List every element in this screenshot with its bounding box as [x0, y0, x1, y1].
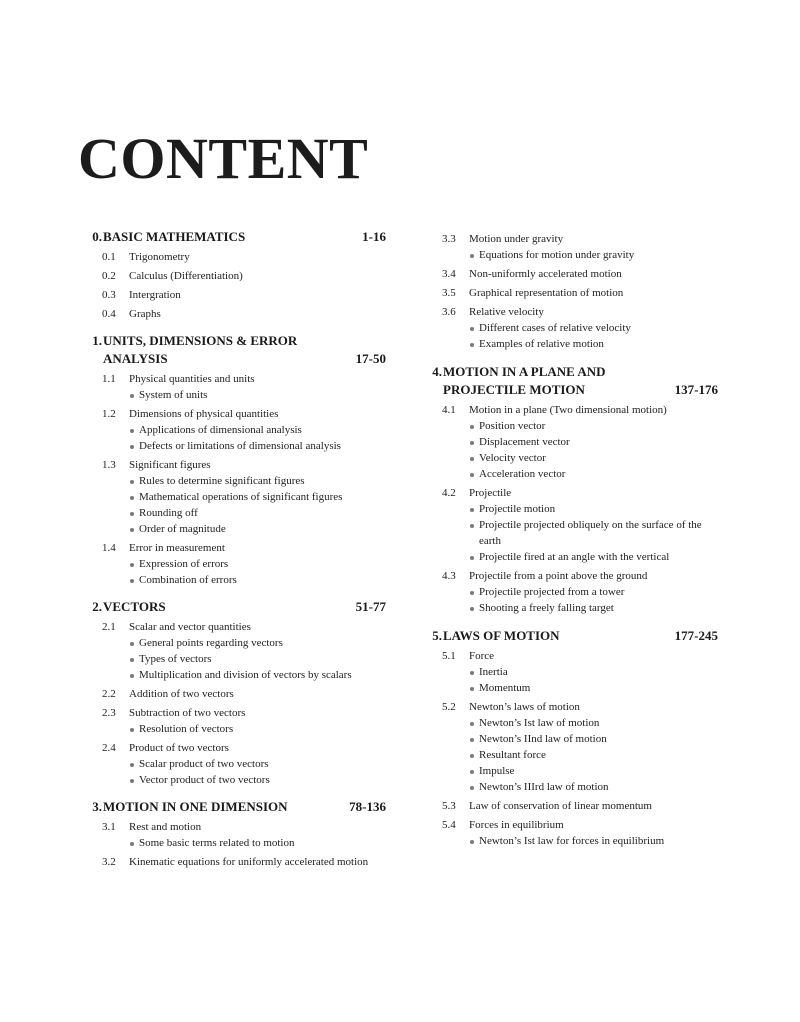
section-title: Graphs [129, 308, 161, 320]
subtopic-list [418, 247, 720, 263]
chapter-page-range: 78-136 [349, 799, 386, 814]
bullet-icon [470, 327, 474, 331]
section-number: 3.3 [442, 233, 456, 245]
section-title: Kinematic equations for uniformly accelerated motion [129, 856, 369, 868]
section-heading[interactable] [78, 705, 388, 721]
toc-chapter [78, 228, 388, 322]
bullet-icon [130, 445, 134, 449]
chapter-title: LAWS OF MOTION [443, 628, 560, 643]
section-heading[interactable] [418, 402, 720, 418]
subtopic-list [418, 584, 720, 616]
subtopic-text: Order of magnitude [139, 523, 226, 535]
section-number: 3.6 [442, 306, 456, 318]
subtopic-text: Inertia [479, 666, 508, 678]
section-number: 0.2 [102, 270, 116, 282]
section-number: 0.3 [102, 289, 116, 301]
bullet-icon [470, 508, 474, 512]
chapter-title: BASIC MATHEMATICS [103, 229, 246, 244]
section-heading[interactable] [418, 817, 720, 833]
bullet-icon [130, 842, 134, 846]
subtopic-item[interactable] [78, 505, 388, 521]
section-number: 3.5 [442, 287, 456, 299]
section-title: Error in measurement [129, 542, 225, 554]
subtopic-item[interactable] [418, 779, 720, 795]
toc-section [78, 540, 388, 588]
toc-section [78, 268, 388, 284]
chapter-number: 3. [92, 799, 102, 814]
subtopic-text: Impulse [479, 765, 515, 777]
bullet-icon [130, 779, 134, 783]
subtopic-text: Newton’s Ist law of motion [479, 717, 600, 729]
subtopic-text: Applications of dimensional analysis [139, 424, 302, 436]
toc-section [78, 854, 388, 870]
section-number: 2.3 [102, 707, 116, 719]
chapter-number: 0. [92, 229, 102, 244]
toc-left-column [78, 228, 388, 870]
section-heading[interactable] [418, 568, 720, 584]
chapter-number: 2. [92, 599, 102, 614]
bullet-icon [470, 473, 474, 477]
subtopic-item[interactable] [418, 418, 720, 434]
subtopic-text: Vector product of two vectors [139, 774, 270, 786]
bullet-icon [470, 840, 474, 844]
bullet-icon [130, 563, 134, 567]
section-title: Physical quantities and units [129, 373, 255, 385]
subtopic-text: Position vector [479, 420, 546, 432]
subtopic-item[interactable] [78, 489, 388, 505]
subtopic-list [78, 473, 388, 537]
subtopic-item[interactable] [418, 763, 720, 779]
chapter-heading[interactable] [78, 798, 388, 816]
bullet-icon [130, 429, 134, 433]
subtopic-item[interactable] [418, 336, 720, 352]
section-number: 4.1 [442, 404, 456, 416]
subtopic-text: Resultant force [479, 749, 546, 761]
section-heading[interactable] [78, 740, 388, 756]
subtopic-item[interactable] [78, 721, 388, 737]
section-number: 3.2 [102, 856, 116, 868]
subtopic-text: Some basic terms related to motion [139, 837, 295, 849]
section-title: Relative velocity [469, 306, 544, 318]
subtopic-item[interactable] [78, 635, 388, 651]
subtopic-text: Rounding off [139, 507, 198, 519]
bullet-icon [470, 254, 474, 258]
toc-chapter [78, 798, 388, 870]
section-title: Calculus (Differentiation) [129, 270, 243, 282]
subtopic-list [418, 715, 720, 795]
bullet-icon [130, 763, 134, 767]
bullet-icon [470, 738, 474, 742]
subtopic-item[interactable] [78, 387, 388, 403]
bullet-icon [470, 607, 474, 611]
section-title: Graphical representation of motion [469, 287, 624, 299]
subtopic-item[interactable] [78, 473, 388, 489]
bullet-icon [470, 425, 474, 429]
section-heading[interactable] [78, 287, 388, 303]
section-heading[interactable] [78, 819, 388, 835]
subtopic-list [78, 835, 388, 851]
section-title: Law of conservation of linear momentum [469, 800, 652, 812]
subtopic-list [418, 664, 720, 696]
subtopic-item[interactable] [418, 247, 720, 263]
toc-section [78, 705, 388, 737]
toc-section [78, 287, 388, 303]
subtopic-item[interactable] [418, 731, 720, 747]
subtopic-text: Velocity vector [479, 452, 546, 464]
chapter-page-range: 17-50 [355, 351, 386, 366]
bullet-icon [130, 674, 134, 678]
bullet-icon [470, 687, 474, 691]
section-number: 4.3 [442, 570, 456, 582]
section-number: 0.1 [102, 251, 116, 263]
chapter-page-range: 1-16 [362, 229, 386, 244]
section-title: Product of two vectors [129, 742, 229, 754]
section-heading[interactable] [78, 406, 388, 422]
section-title: Intergration [129, 289, 181, 301]
subtopic-text: Types of vectors [139, 653, 212, 665]
chapter-heading[interactable] [418, 627, 720, 645]
page-title: CONTENT [78, 126, 369, 191]
subtopic-text: Shooting a freely falling target [479, 602, 614, 614]
bullet-icon [130, 496, 134, 500]
section-title: Rest and motion [129, 821, 202, 833]
subtopic-text: Displacement vector [479, 436, 570, 448]
subtopic-list [418, 418, 720, 482]
bullet-icon [130, 579, 134, 583]
subtopic-text: Newton’s IIIrd law of motion [479, 781, 609, 793]
subtopic-text: Newton’s Ist law for forces in equilibrium [479, 835, 665, 847]
section-heading[interactable] [418, 285, 720, 301]
section-heading[interactable] [78, 854, 388, 870]
toc-section [78, 457, 388, 537]
toc-section [78, 249, 388, 265]
bullet-icon [470, 786, 474, 790]
chapter-page-range: 177-245 [674, 628, 718, 643]
section-title: Motion under gravity [469, 233, 564, 245]
toc-section [78, 819, 388, 851]
section-number: 1.4 [102, 542, 116, 554]
toc-chapter [78, 598, 388, 788]
subtopic-text: Rules to determine significant figures [139, 475, 305, 487]
toc-section [418, 648, 720, 696]
subtopic-list [78, 756, 388, 788]
bullet-icon [470, 754, 474, 758]
toc-section [78, 406, 388, 454]
toc-section [78, 686, 388, 702]
subtopic-item[interactable] [78, 521, 388, 537]
subtopic-item[interactable] [78, 667, 388, 683]
section-number: 1.3 [102, 459, 116, 471]
subtopic-item[interactable] [418, 466, 720, 482]
subtopic-item[interactable] [78, 651, 388, 667]
subtopic-item[interactable] [78, 422, 388, 438]
subtopic-item[interactable] [418, 680, 720, 696]
section-title: Motion in a plane (Two dimensional motion) [469, 404, 667, 416]
section-title: Newton’s laws of motion [469, 701, 580, 713]
bullet-icon [470, 722, 474, 726]
section-title: Significant figures [129, 459, 211, 471]
subtopic-item[interactable] [78, 572, 388, 588]
subtopic-item[interactable] [418, 549, 720, 565]
chapter-number: 5. [432, 628, 442, 643]
subtopic-text: Examples of relative motion [479, 338, 604, 350]
subtopic-text: System of units [139, 389, 208, 401]
section-heading[interactable] [418, 798, 720, 814]
chapter-title: UNITS, DIMENSIONS & ERROR ANALYSIS [103, 333, 298, 366]
section-number: 5.3 [442, 800, 456, 812]
subtopic-item[interactable] [78, 556, 388, 572]
subtopic-text: Combination of errors [139, 574, 237, 586]
toc-section [418, 699, 720, 795]
bullet-icon [130, 394, 134, 398]
section-number: 1.2 [102, 408, 116, 420]
chapter-heading[interactable] [418, 363, 720, 399]
chapter-title: MOTION IN A PLANE AND PROJECTILE MOTION [443, 364, 606, 397]
section-title: Non-uniformly accelerated motion [469, 268, 622, 280]
toc-chapter [418, 627, 720, 849]
section-heading[interactable] [78, 686, 388, 702]
subtopic-text: Projectile motion [479, 503, 556, 515]
section-heading[interactable] [418, 699, 720, 715]
section-heading[interactable] [78, 540, 388, 556]
bullet-icon [470, 556, 474, 560]
subtopic-item[interactable] [418, 320, 720, 336]
section-number: 5.1 [442, 650, 456, 662]
section-number: 3.4 [442, 268, 456, 280]
section-number: 1.1 [102, 373, 116, 385]
section-number: 5.2 [442, 701, 456, 713]
subtopic-item[interactable] [418, 715, 720, 731]
subtopic-item[interactable] [418, 434, 720, 450]
toc-section [418, 568, 720, 616]
subtopic-list [418, 501, 720, 565]
toc-chapter [418, 363, 720, 616]
toc-chapter [418, 231, 720, 352]
toc-section [78, 306, 388, 322]
subtopic-list [78, 721, 388, 737]
bullet-icon [130, 642, 134, 646]
subtopic-text: General points regarding vectors [139, 637, 283, 649]
subtopic-item[interactable] [418, 584, 720, 600]
subtopic-list [78, 556, 388, 588]
chapter-page-range: 137-176 [674, 382, 718, 397]
toc-section [78, 371, 388, 403]
subtopic-item[interactable] [418, 501, 720, 517]
section-title: Projectile from a point above the ground [469, 570, 648, 582]
section-title: Scalar and vector quantities [129, 621, 251, 633]
section-heading[interactable] [418, 266, 720, 282]
subtopic-text: Different cases of relative velocity [479, 322, 631, 334]
section-title: Force [469, 650, 495, 662]
section-heading[interactable] [78, 619, 388, 635]
bullet-icon [470, 343, 474, 347]
section-title: Trigonometry [129, 251, 190, 263]
bullet-icon [130, 728, 134, 732]
subtopic-text: Projectile fired at an angle with the vertical [479, 551, 670, 563]
subtopic-item[interactable] [418, 833, 720, 849]
section-title: Subtraction of two vectors [129, 707, 246, 719]
section-number: 0.4 [102, 308, 116, 320]
section-number: 5.4 [442, 819, 456, 831]
section-number: 3.1 [102, 821, 116, 833]
subtopic-text: Projectile projected from a tower [479, 586, 625, 598]
subtopic-item[interactable] [78, 756, 388, 772]
subtopic-item[interactable] [418, 747, 720, 763]
toc-section [78, 740, 388, 788]
subtopic-text: Momentum [479, 682, 531, 694]
subtopic-list [78, 635, 388, 683]
subtopic-list [78, 422, 388, 454]
toc-right-column [418, 228, 720, 849]
section-heading[interactable] [418, 648, 720, 664]
chapter-title: VECTORS [103, 599, 166, 614]
bullet-icon [130, 480, 134, 484]
subtopic-list [78, 387, 388, 403]
toc-section [418, 304, 720, 352]
subtopic-text: Projectile projected obliquely on the surface of the earth [479, 519, 702, 547]
section-title: Forces in equilibrium [469, 819, 564, 831]
subtopic-text: Mathematical operations of significant figures [139, 491, 343, 503]
section-heading[interactable] [418, 231, 720, 247]
bullet-icon [130, 658, 134, 662]
subtopic-item[interactable] [78, 835, 388, 851]
section-title: Dimensions of physical quantities [129, 408, 279, 420]
section-heading[interactable] [418, 485, 720, 501]
section-heading[interactable] [78, 268, 388, 284]
chapter-number: 1. [92, 333, 102, 348]
subtopic-item[interactable] [418, 664, 720, 680]
section-title: Addition of two vectors [129, 688, 234, 700]
section-heading[interactable] [78, 457, 388, 473]
bullet-icon [470, 671, 474, 675]
subtopic-item[interactable] [418, 517, 720, 549]
chapter-heading[interactable] [78, 598, 388, 616]
chapter-page-range: 51-77 [355, 599, 386, 614]
subtopic-text: Defects or limitations of dimensional analysis [139, 440, 341, 452]
subtopic-text: Newton’s IInd law of motion [479, 733, 607, 745]
bullet-icon [130, 528, 134, 532]
subtopic-item[interactable] [418, 600, 720, 616]
section-title: Projectile [469, 487, 512, 499]
bullet-icon [470, 457, 474, 461]
chapter-title: MOTION IN ONE DIMENSION [103, 799, 288, 814]
section-heading[interactable] [418, 304, 720, 320]
section-heading[interactable] [78, 306, 388, 322]
toc-section [418, 485, 720, 565]
section-number: 2.2 [102, 688, 116, 700]
bullet-icon [470, 524, 474, 528]
chapter-heading[interactable] [78, 332, 388, 368]
subtopic-list [418, 833, 720, 849]
subtopic-item[interactable] [418, 450, 720, 466]
section-heading[interactable] [78, 371, 388, 387]
subtopic-item[interactable] [78, 438, 388, 454]
subtopic-text: Resolution of vectors [139, 723, 234, 735]
toc-section [418, 402, 720, 482]
toc-section [418, 798, 720, 814]
chapter-number: 4. [432, 364, 442, 379]
section-heading[interactable] [78, 249, 388, 265]
bullet-icon [470, 591, 474, 595]
chapter-heading[interactable] [78, 228, 388, 246]
toc-section [418, 285, 720, 301]
subtopic-text: Scalar product of two vectors [139, 758, 269, 770]
subtopic-text: Expression of errors [139, 558, 229, 570]
bullet-icon [130, 512, 134, 516]
toc-section [418, 266, 720, 282]
section-number: 2.1 [102, 621, 116, 633]
subtopic-text: Acceleration vector [479, 468, 566, 480]
toc-chapter [78, 332, 388, 588]
subtopic-item[interactable] [78, 772, 388, 788]
toc-section [78, 619, 388, 683]
subtopic-text: Multiplication and division of vectors by scalars [139, 669, 352, 681]
section-number: 4.2 [442, 487, 456, 499]
bullet-icon [470, 441, 474, 445]
subtopic-list [418, 320, 720, 352]
subtopic-text: Equations for motion under gravity [479, 249, 635, 261]
toc-section [418, 817, 720, 849]
bullet-icon [470, 770, 474, 774]
toc-section [418, 231, 720, 263]
section-number: 2.4 [102, 742, 116, 754]
